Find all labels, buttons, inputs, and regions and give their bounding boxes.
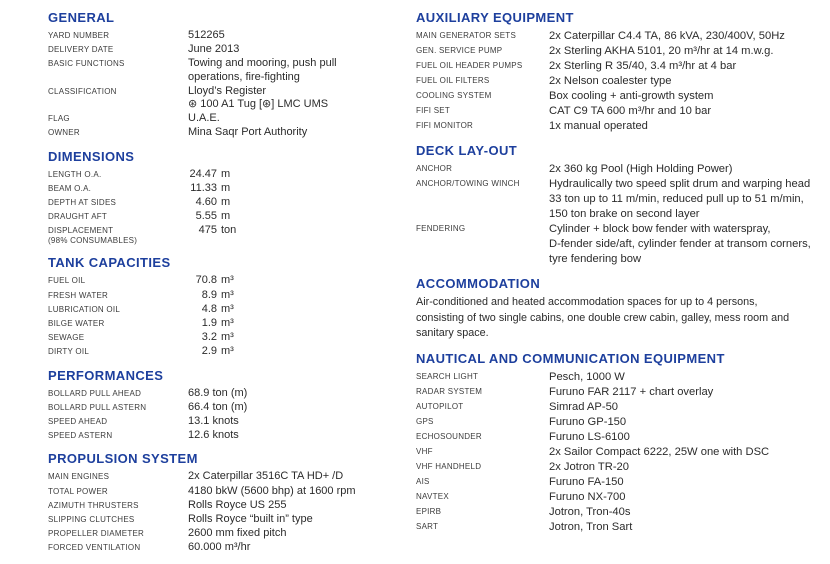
spec-value (549, 370, 830, 385)
spec-label-text: ECHOSOUNDER (416, 431, 482, 441)
spec-value-text: 13.1 knots (188, 415, 239, 428)
spec-value (188, 112, 416, 125)
spec-value (188, 485, 416, 498)
spec-label-text: DISPLACEMENT (48, 226, 114, 236)
spec-value-text: tyre fendering bow (549, 253, 642, 265)
spec-label (48, 401, 188, 414)
spec-value-text: 68.9 ton (m) (188, 386, 248, 399)
spec-label (48, 415, 188, 428)
spec-value-text: Cylinder + block bow fender with waterspray, (549, 223, 771, 235)
spec-label-text: BASIC FUNCTIONS (48, 59, 125, 69)
spec-label (48, 485, 188, 498)
spec-value (549, 460, 830, 475)
spec-value-number: 475 (198, 224, 217, 237)
spec-value-text: CAT C9 TA 600 m³/hr and 10 bar (549, 105, 712, 117)
spec-value-number: 4.60 (195, 196, 217, 209)
spec-row (416, 370, 830, 385)
spec-label (416, 44, 549, 59)
spec-label (416, 520, 549, 535)
spec-row (48, 485, 416, 498)
spec-row (416, 460, 830, 475)
spec-row (416, 505, 830, 520)
spec-value-text: 24.47 m (189, 167, 231, 180)
spec-row (48, 303, 416, 316)
spec-value (188, 387, 416, 400)
spec-value-text: June 2013 (188, 43, 240, 56)
spec-label (416, 385, 549, 400)
section-title: PERFORMANCES (48, 367, 164, 383)
spec-label-text: (98% CONSUMABLES) (48, 236, 138, 246)
section-title: ACCOMMODATION (416, 276, 541, 291)
spec-value-text: 2x Jotron TR-20 (549, 460, 630, 473)
spec-label-text: FRESH WATER (48, 290, 109, 300)
spec-value (549, 445, 830, 460)
spec-label-text: FUEL OIL (48, 276, 86, 286)
spec-label (48, 289, 188, 302)
section-propulsion-system (48, 451, 416, 554)
spec-value (188, 182, 416, 195)
paragraph-line: Air-conditioned and heated accommodation spaces for up to 4 persons, (416, 296, 758, 308)
spec-value (549, 29, 830, 44)
spec-value-text: Rolls Royce “built in” type (188, 513, 313, 526)
spec-value (188, 470, 416, 483)
spec-label-text: MAIN GENERATOR SETS (416, 31, 517, 40)
spec-value (549, 74, 830, 89)
spec-label-text: BOLLARD PULL AHEAD (48, 388, 142, 398)
spec-value (188, 317, 416, 330)
spec-row (48, 112, 416, 125)
spec-value-text: 150 ton brake on second layer (549, 208, 700, 220)
paragraph-line: sanitary space. (416, 327, 489, 339)
spec-value (549, 104, 830, 119)
spec-value-number: 11.33 (190, 181, 217, 194)
spec-label-text: GPS (416, 416, 434, 426)
spec-value-text: U.A.E. (188, 112, 220, 125)
spec-value (188, 210, 416, 223)
spec-row (48, 499, 416, 512)
spec-row (48, 387, 416, 400)
spec-value (549, 475, 830, 490)
spec-row (48, 57, 416, 83)
spec-row (416, 74, 830, 89)
spec-value (188, 43, 416, 56)
spec-label (48, 541, 188, 554)
spec-label (48, 112, 188, 125)
spec-label-text: BEAM O.A. (48, 183, 92, 193)
spec-label (48, 274, 188, 287)
spec-row (416, 119, 830, 134)
spec-value (188, 303, 416, 316)
spec-label (416, 89, 549, 104)
spec-value-text: 475 ton (188, 224, 416, 237)
spec-label-text: BOLLARD PULL ASTERN (48, 402, 147, 412)
spec-label-text: SEWAGE (48, 333, 85, 343)
spec-row (48, 541, 416, 554)
spec-value-text: Mina Saqr Port Authority (188, 126, 308, 139)
spec-label-text: FORCED VENTILATION (48, 543, 141, 553)
section-title: DIMENSIONS (48, 148, 135, 164)
spec-row (416, 104, 830, 119)
section-dimensions (48, 149, 416, 247)
spec-value (549, 400, 830, 415)
spec-value-text: 2600 mm fixed pitch (188, 527, 287, 540)
spec-value-text: Lloyd’s Register (188, 84, 267, 97)
spec-label (48, 513, 188, 526)
spec-value (188, 274, 416, 287)
spec-value-text: 4180 bkW (5600 bhp) at 1600 rpm (188, 484, 356, 497)
spec-label-text: OWNER (48, 128, 80, 138)
spec-row (48, 317, 416, 330)
spec-value (188, 196, 416, 209)
spec-value-text: 2x Sailor Compact 6222, 25W one with DSC (549, 445, 770, 458)
spec-label (48, 317, 188, 330)
spec-label-text: DEPTH AT SIDES (48, 198, 117, 208)
spec-row (416, 222, 830, 267)
spec-label-text: FUEL OIL FILTERS (416, 76, 490, 85)
spec-label (48, 527, 188, 540)
spec-row (416, 490, 830, 505)
spec-label (48, 85, 188, 111)
section-title: NAUTICAL AND COMMUNICATION EQUIPMENT (416, 350, 725, 366)
spec-value-text: Jotron, Tron Sart (549, 520, 633, 533)
spec-value-text: 66.4 ton (m) (188, 400, 248, 413)
spec-value (188, 513, 416, 526)
spec-label-text: CLASSIFICATION (48, 86, 117, 96)
spec-row (416, 177, 830, 222)
spec-row (416, 29, 830, 44)
spec-row (48, 470, 416, 483)
spec-label-text: COOLING SYSTEM (416, 91, 492, 100)
spec-label-text: SART (416, 521, 439, 531)
spec-value (549, 119, 830, 134)
spec-value-text: 11.33 m (188, 182, 416, 195)
spec-value-text: 60.000 m³/hr (188, 541, 251, 554)
spec-row (416, 44, 830, 59)
section-title: TANK CAPACITIES (48, 255, 171, 271)
spec-label-text: FIFI MONITOR (416, 121, 474, 130)
spec-value (188, 527, 416, 540)
spec-value (549, 222, 830, 267)
spec-value-text: 2x Caterpillar C4.4 TA, 86 kVA, 230/400V, 50Hz (549, 30, 785, 42)
spec-label (416, 370, 549, 385)
spec-value-number: 2.9 (201, 345, 217, 358)
spec-row (48, 182, 416, 195)
spec-label (48, 57, 188, 83)
spec-value (188, 168, 416, 181)
spec-label-text: DIRTY OIL (48, 347, 90, 357)
spec-label-text: GEN. SERVICE PUMP (416, 46, 503, 55)
spec-value (188, 331, 416, 344)
spec-label (416, 475, 549, 490)
spec-row (48, 527, 416, 540)
spec-label (416, 104, 549, 119)
spec-label (48, 43, 188, 56)
spec-value-number: 24.47 (189, 167, 217, 180)
spec-value-text: ⊛ 100 A1 Tug [⊛] LMC UMS (188, 98, 329, 111)
spec-value (188, 85, 416, 111)
spec-label (48, 470, 188, 483)
spec-value-text: Box cooling + anti-growth system (549, 90, 714, 102)
spec-label-text: BILGE WATER (48, 319, 105, 329)
spec-label (48, 168, 188, 181)
spec-row (416, 430, 830, 445)
spec-value-number: 1.9 (201, 317, 217, 330)
spec-label (48, 196, 188, 209)
spec-row (48, 274, 416, 287)
spec-value (188, 345, 416, 358)
section-title: AUXILIARY EQUIPMENT (416, 10, 574, 25)
spec-value (188, 57, 416, 83)
spec-label (416, 460, 549, 475)
spec-label (48, 224, 188, 246)
spec-value (188, 289, 416, 302)
section-performances (48, 368, 416, 443)
spec-value (549, 520, 830, 535)
section-accommodation (416, 276, 830, 342)
spec-label (48, 499, 188, 512)
spec-row (48, 126, 416, 139)
spec-value (549, 89, 830, 104)
spec-label (48, 182, 188, 195)
spec-value-text: 1x manual operated (549, 120, 648, 132)
spec-value-text: 8.9 m³ (188, 289, 416, 302)
spec-label-text: LENGTH O.A. (48, 169, 102, 179)
spec-value (188, 499, 416, 512)
spec-label-text: FLAG (48, 114, 70, 124)
spec-label (416, 505, 549, 520)
spec-label-text: FENDERING (416, 224, 466, 233)
spec-label-text: MAIN ENGINES (48, 472, 110, 482)
section-title: DECK LAY-OUT (416, 143, 518, 158)
spec-value-text: operations, fire-fighting (188, 70, 300, 83)
spec-row (48, 345, 416, 358)
spec-value-text: 70.8 m³ (188, 274, 416, 287)
spec-value-text: Furuno GP-150 (549, 415, 627, 428)
spec-label-text: LUBRICATION OIL (48, 304, 121, 314)
spec-label (416, 29, 549, 44)
spec-row (48, 289, 416, 302)
spec-row (48, 331, 416, 344)
spec-label-text: EPIRB (416, 506, 442, 516)
spec-label (48, 345, 188, 358)
spec-row (48, 401, 416, 414)
spec-label (416, 400, 549, 415)
spec-value-text: Pesch, 1000 W (549, 370, 625, 383)
section-nautical-and-communication-equipment (416, 351, 830, 535)
spec-value (188, 126, 416, 139)
left-column (48, 10, 416, 564)
spec-value (549, 490, 830, 505)
right-column (416, 10, 830, 564)
spec-value-number: 70.8 (195, 274, 217, 287)
spec-value (188, 224, 416, 246)
section-paragraph (416, 295, 830, 342)
spec-label (48, 387, 188, 400)
spec-label-text: AIS (416, 476, 430, 486)
spec-value-text: Furuno FA-150 (549, 475, 624, 488)
spec-value-number: 8.9 (201, 288, 217, 301)
spec-row (416, 385, 830, 400)
spec-label-text: DELIVERY DATE (48, 45, 114, 55)
spec-value (549, 385, 830, 400)
section-title: PROPULSION SYSTEM (48, 451, 198, 467)
spec-value (549, 59, 830, 74)
section-auxiliary-equipment (416, 10, 830, 134)
spec-label (416, 490, 549, 505)
spec-label (48, 210, 188, 223)
spec-row (416, 59, 830, 74)
section-title: GENERAL (48, 10, 115, 25)
spec-label (416, 119, 549, 134)
spec-label-text: VHF HANDHELD (416, 461, 482, 471)
spec-value-text: 2.9 m³ (188, 345, 416, 358)
spec-row (48, 513, 416, 526)
spec-label-text: AZIMUTH THRUSTERS (48, 500, 139, 510)
spec-label-text: ANCHOR/TOWING WINCH (416, 179, 520, 188)
spec-label (416, 74, 549, 89)
spec-label-text: ANCHOR (416, 164, 453, 173)
spec-value-text: 2x Sterling AKHA 5101, 20 m³/hr at 14 m.w.g. (549, 45, 774, 57)
spec-value-text: 2x Sterling R 35/40, 3.4 m³/hr at 4 bar (549, 60, 737, 72)
spec-row (416, 445, 830, 460)
spec-row (416, 475, 830, 490)
spec-value-text: Rolls Royce US 255 (188, 498, 287, 511)
spec-label-text: AUTOPILOT (416, 401, 464, 411)
spec-label-text: FIFI SET (416, 106, 450, 115)
spec-value-text: 12.6 knots (188, 429, 239, 442)
spec-label (416, 162, 549, 177)
spec-value-text: 1.9 m³ (188, 317, 416, 330)
paragraph-line: consisting of two single cabins, one double crew cabin, galley, mess room and (416, 311, 790, 324)
spec-value-text: D-fender side/aft, cylinder fender at transom corners, (549, 238, 811, 250)
spec-value-text: 2x 360 kg Pool (High Holding Power) (549, 163, 733, 175)
spec-value-text: 4.60 m (188, 196, 416, 209)
spec-label-text: NAVTEX (416, 491, 449, 501)
spec-label (416, 430, 549, 445)
spec-row (416, 520, 830, 535)
spec-value-text: Jotron, Tron-40s (549, 505, 631, 518)
spec-value-text: Furuno NX-700 (549, 490, 626, 503)
spec-label (48, 303, 188, 316)
spec-value (188, 429, 416, 442)
spec-row (48, 196, 416, 209)
spec-value-text: 33 ton up to 11 m/min, reduced pull up to 51 m/min, (549, 193, 804, 205)
spec-label-text: SPEED AHEAD (48, 417, 108, 427)
spec-label (416, 415, 549, 430)
spec-label (416, 59, 549, 74)
spec-label-text: SPEED ASTERN (48, 431, 113, 441)
spec-label-text: DRAUGHT AFT (48, 212, 108, 222)
spec-value-number: 5.55 (195, 210, 217, 223)
spec-value-text: 2x Nelson coalester type (549, 75, 672, 87)
spec-row (48, 210, 416, 223)
spec-value (549, 505, 830, 520)
spec-value (549, 430, 830, 445)
spec-label-text: TOTAL POWER (48, 486, 108, 496)
spec-value-text: Hydraulically two speed split drum and warping head (549, 178, 811, 190)
spec-value-text: Furuno FAR 2117 + chart overlay (549, 385, 714, 398)
spec-label (48, 29, 188, 42)
spec-row (416, 162, 830, 177)
spec-value (549, 415, 830, 430)
spec-row (416, 400, 830, 415)
spec-value (188, 541, 416, 554)
spec-label (416, 222, 549, 267)
spec-label-text: SLIPPING CLUTCHES (48, 515, 135, 525)
spec-row (48, 415, 416, 428)
spec-value-text: Towing and mooring, push pull (188, 57, 337, 70)
spec-label (416, 177, 549, 222)
spec-label-text: PROPELLER DIAMETER (48, 529, 145, 539)
section-tank-capacities (48, 255, 416, 358)
spec-value-text: 5.55 m (188, 210, 416, 223)
spec-label-text: SEARCH LIGHT (416, 371, 479, 381)
spec-value-number: 3.2 (201, 331, 217, 344)
spec-value (188, 29, 416, 42)
spec-value (549, 162, 830, 177)
spec-label-text: YARD NUMBER (48, 31, 110, 40)
spec-label (48, 126, 188, 139)
spec-row (48, 429, 416, 442)
spec-label (416, 445, 549, 460)
spec-label (48, 429, 188, 442)
spec-value-text: 2x Caterpillar 3516C TA HD+ /D (188, 470, 344, 483)
spec-row (48, 29, 416, 42)
section-general (48, 10, 416, 140)
section-deck-lay-out (416, 143, 830, 267)
spec-value (549, 44, 830, 59)
spec-row (48, 43, 416, 56)
spec-value (549, 177, 830, 222)
spec-label (48, 331, 188, 344)
spec-value-text: Furuno LS-6100 (549, 430, 630, 443)
spec-row (48, 168, 416, 181)
spec-label-text: FUEL OIL HEADER PUMPS (416, 61, 523, 70)
spec-value (188, 415, 416, 428)
spec-row (416, 415, 830, 430)
spec-value-number: 4.8 (201, 302, 217, 315)
spec-row (48, 224, 416, 246)
spec-label-text: RADAR SYSTEM (416, 386, 483, 396)
spec-value-text: 512265 (188, 29, 225, 41)
spec-value (188, 401, 416, 414)
spec-label-text: VHF (416, 446, 433, 456)
spec-value-text: 4.8 m³ (188, 303, 416, 316)
spec-row (48, 85, 416, 111)
spec-value-text: 3.2 m³ (188, 331, 416, 344)
spec-value-text: Simrad AP-50 (549, 400, 619, 413)
spec-row (416, 89, 830, 104)
